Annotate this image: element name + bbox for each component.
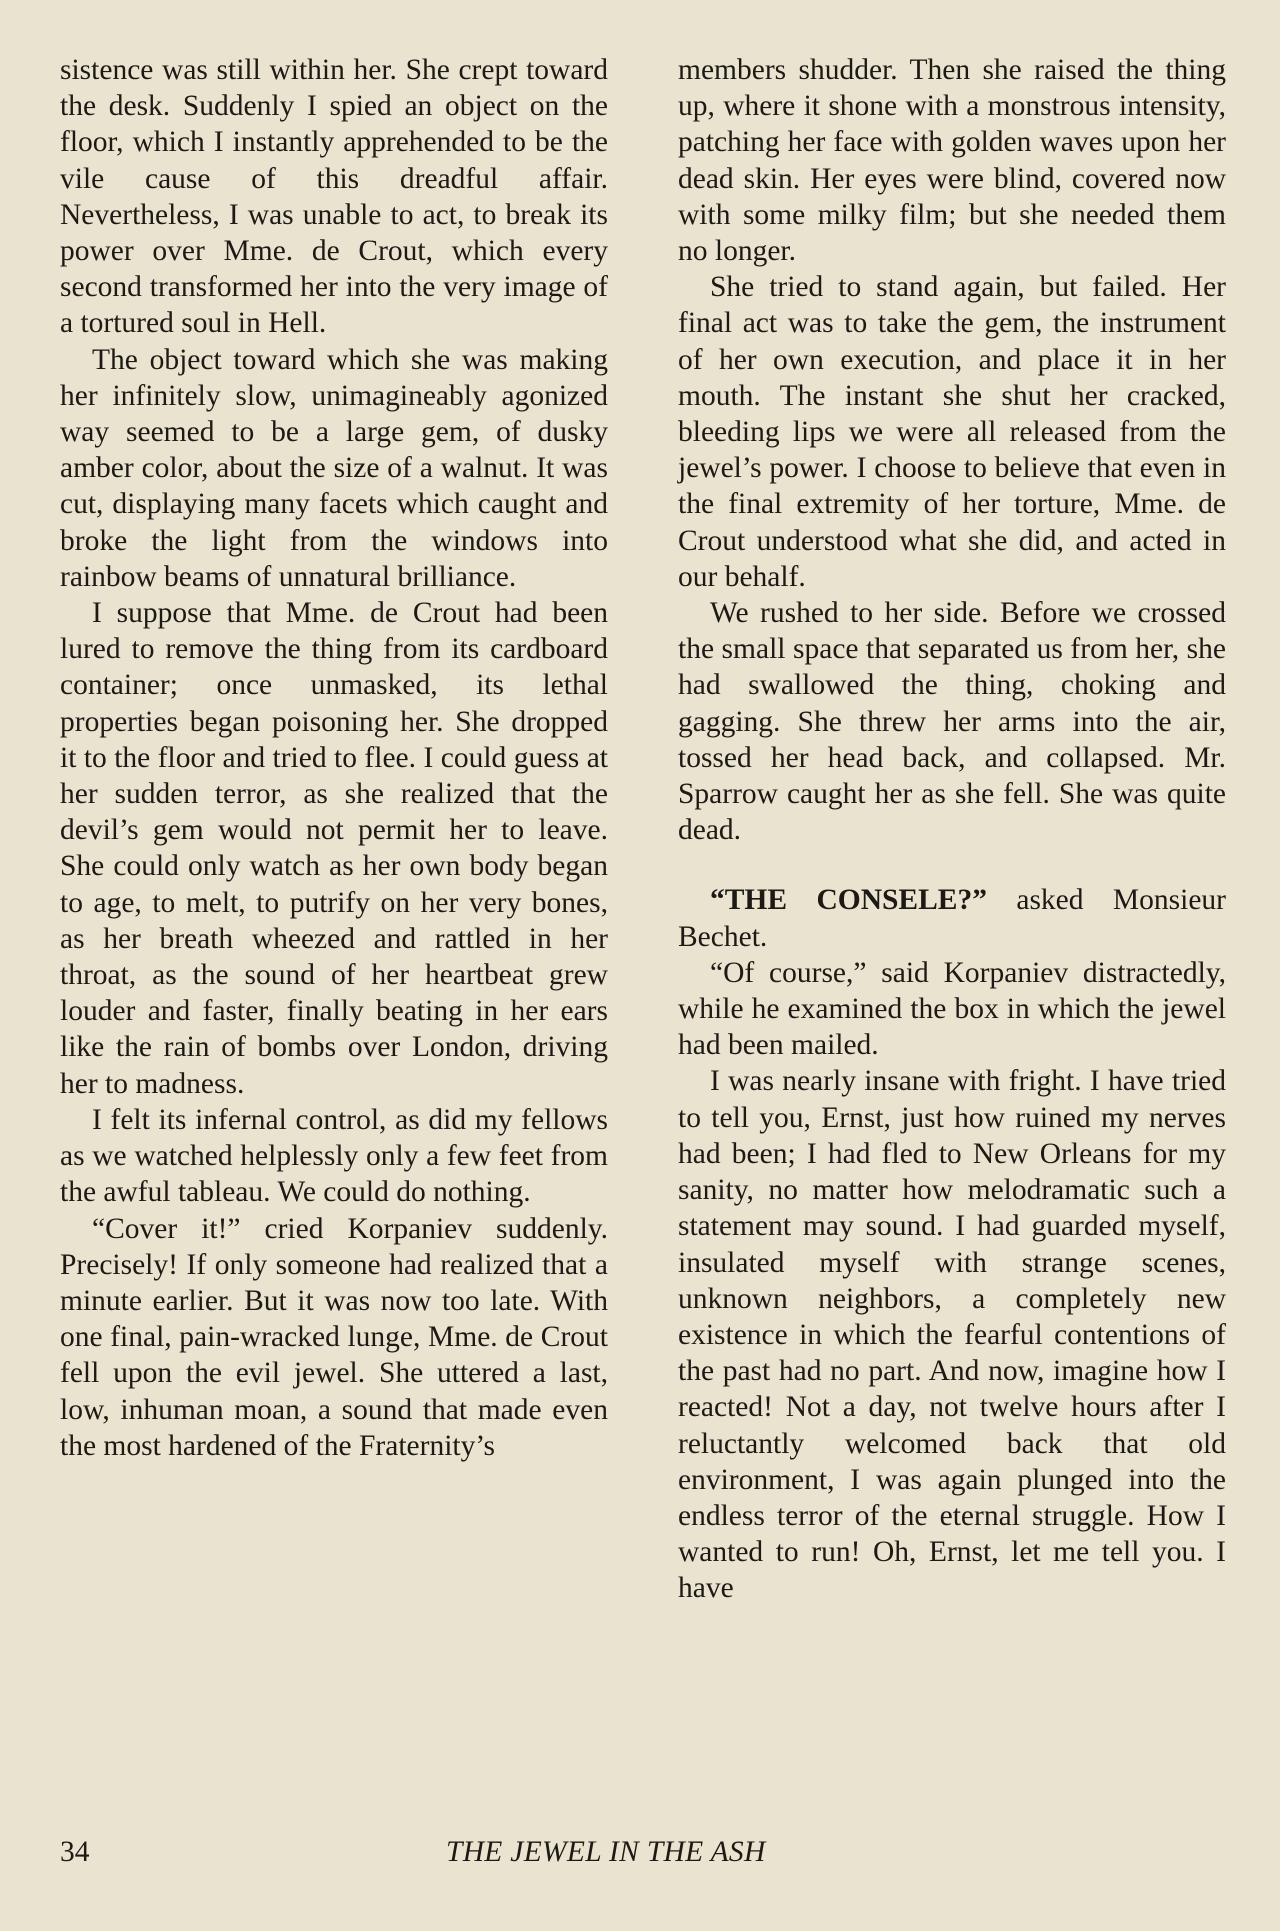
paragraph: “Of course,” said Korpaniev distractedly, while he examined the box in which the jewel had been mailed. (678, 956, 1226, 1062)
section-start-paragraph (678, 882, 1226, 954)
paragraph: members shudder. Then she raised the thing up, where it shone with a monstrous intensity, patching her face with golden waves upon her dead skin. Her eyes were blind, covered now with some milky film; but she needed them no longer. (678, 54, 1226, 268)
paragraph: I suppose that Mme. de Crout had been lured to remove the thing from its cardboard container; once unmasked, its lethal properties began poisoning her. She dropped it to the floor and tried to flee. I could guess at her sudden terror, as she realized that the devil’s gem would not permit her to leave. She could only watch as her own body began to age, to melt, to putrify on her very bones, as her breath wheezed and rattled in her throat, as the sound of her heartbeat grew louder and faster, finally beating in her ears like the rain of bombs over London, driving her to madness. (60, 597, 608, 1100)
paragraph: We rushed to her side. Before we crossed the small space that separated us from her, she had swallowed the thing, choking and gagging. She threw her arms into the air, tossed her head back, and collapsed. Mr. Sparrow caught her as she fell. She was quite dead. (678, 597, 1226, 847)
section-lead-rest: asked Monsieur Bechet. (678, 884, 1226, 953)
paragraph: “Cover it!” cried Korpaniev suddenly. Precisely! If only someone had realized that a minute earlier. But it was now too late. With one final, pain-wracked lunge, Mme. de Crout fell upon the evil jewel. She uttered a last, low, inhuman moan, a sound that made even the most hardened of the Fraternity’s (60, 1212, 608, 1462)
paragraph: She tried to stand again, but failed. Her final act was to take the gem, the instrument of her own execution, and place it in her mouth. The instant she shut her cracked, bleeding lips we were all released from the jewel’s power. I choose to believe that even in the final extremity of her torture, Mme. de Crout understood what she did, and acted in our behalf. (678, 271, 1226, 593)
paragraph: I was nearly insane with fright. I have tried to tell you, Ernst, just how ruined my nerves had been; I had fled to New Orleans for my sanity, no matter how melodramatic such a statement may sound. I had guarded myself, insulated myself with strange scenes, unknown neighbors, a completely new existence in which the fearful contentions of the past had no part. And now, imagine how I reacted! Not a day, not twelve hours after I reluctantly welcomed back that old environment, I was again plunged into the endless terror of the eternal struggle. How I wanted to run! Oh, Ernst, let me tell you. I have (678, 1065, 1226, 1605)
paragraph: sistence was still within her. She crept toward the desk. Suddenly I spied an object on the floor, which I instantly apprehended to be the vile cause of this dreadful affair. Nevertheless, I was unable to act, to break its power over Mme. de Crout, which every second transformed her into the very image of a tortured soul in Hell. (60, 54, 608, 340)
paragraph: I felt its infernal control, as did my fellows as we watched helplessly only a few feet from the awful tableau. We could do nothing. (60, 1103, 608, 1209)
running-title: THE JEWEL IN THE ASH (446, 1836, 766, 1868)
page-number: 34 (60, 1836, 90, 1868)
paragraph: The object toward which she was making her infinitely slow, unimagineably agonized way seemed to be a large gem, of dusky amber color, about the size of a walnut. It was cut, displaying many facets which caught and broke the light from the windows into rainbow beams of unnatural brilliance. (60, 343, 608, 593)
section-lead-in: “THE CONSELE?” (710, 884, 987, 917)
left-column (60, 52, 608, 1464)
right-column (678, 52, 1226, 1607)
